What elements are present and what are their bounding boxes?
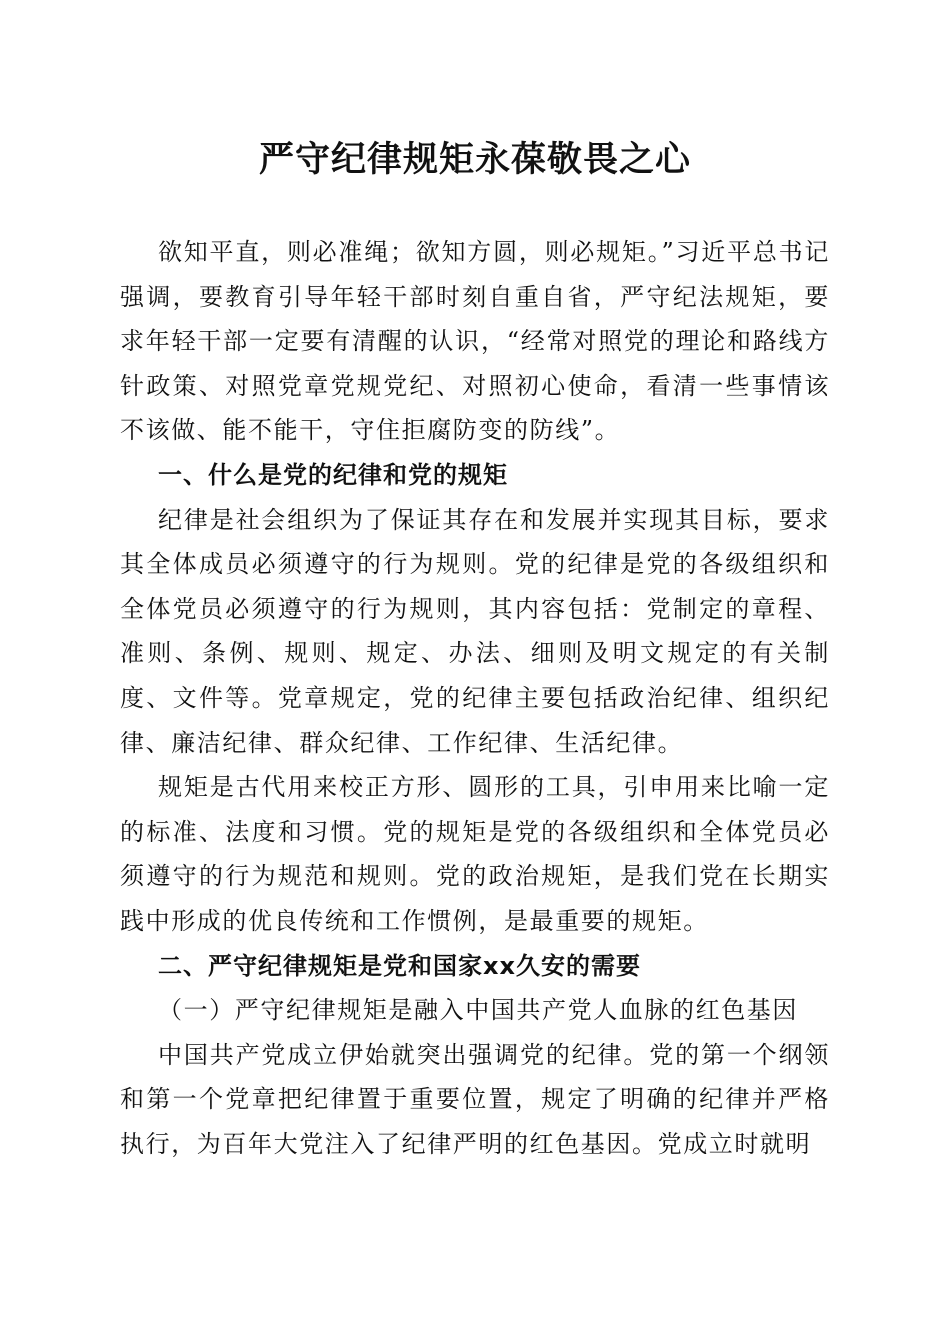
section-1-paragraph-2: 规矩是古代用来校正方形、圆形的工具，引申用来比喻一定的标准、法度和习惯。党的规矩是党的各级组织和全体党员必须遵守的行为规范和规则。党的政治规矩，是我们党在长期实践中形成的优良传统和工作惯例，是最重要的规矩。	[120, 773, 830, 935]
document-title: 严守纪律规矩永葆敬畏之心	[258, 139, 691, 180]
section-1-heading: 一、什么是党的纪律和党的规矩	[158, 460, 508, 489]
section-2-subheading-1: （一）严守纪律规矩是融入中国共产党人血脉的红色基因	[158, 996, 798, 1025]
section-2-heading: 二、严守纪律规矩是党和国家xx久安的需要	[158, 951, 641, 980]
intro-paragraph: 欲知平直，则必准绳；欲知方圆，则必规矩。”习近平总书记强调，要教育引导年轻干部时刻自重自省，严守纪法规矩，要求年轻干部一定要有清醒的认识，“经常对照党的理论和路线方针政策、对照党章党规党纪、对照初心使命，看清一些事情该不该做、能不能干，守住拒腐防变的防线”。	[120, 238, 830, 445]
section-2-paragraph-1: 中国共产党成立伊始就突出强调党的纪律。党的第一个纲领和第一个党章把纪律置于重要位置，规定了明确的纪律并严格执行，为百年大党注入了纪律严明的红色基因。党成立时就明	[120, 1040, 830, 1158]
section-1-paragraph-1: 纪律是社会组织为了保证其存在和发展并实现其目标，要求其全体成员必须遵守的行为规则。党的纪律是党的各级组织和全体党员必须遵守的行为规则，其内容包括：党制定的章程、准则、条例、规则、规定、办法、细则及明文规定的有关制度、文件等。党章规定，党的纪律主要包括政治纪律、组织纪律、廉洁纪律、群众纪律、工作纪律、生活纪律。	[120, 505, 830, 757]
document-body	[120, 230, 830, 1166]
